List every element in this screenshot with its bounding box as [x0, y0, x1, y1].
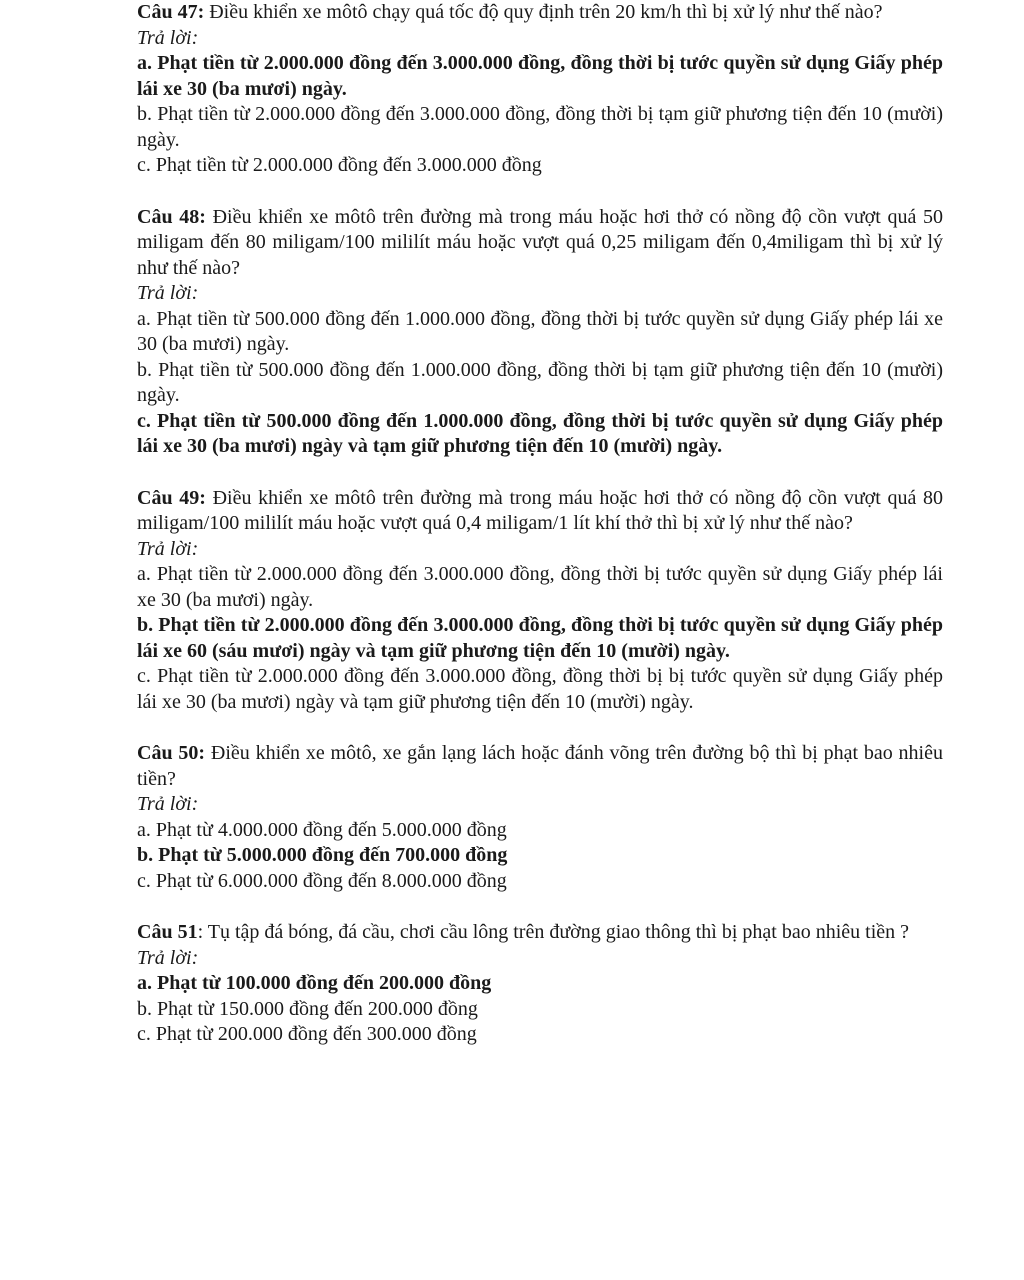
answer-label: Trả lời:: [137, 793, 199, 815]
question-body: Điều khiển xe môtô trên đường mà trong máu hoặc hơi thở có nồng độ cồn vượt quá 50 miligam đến 80 miligam/100 mililít máu hoặc vượt quá 0,25 miligam đến 0,4miligam thì bị xử lý như thế nào?: [137, 205, 943, 279]
question-body: Điều khiển xe môtô, xe gắn lạng lách hoặc đánh võng trên đường bộ thì bị phạt bao nhiêu tiền?: [137, 742, 943, 790]
question-text: [137, 741, 943, 792]
question-block-48: [137, 205, 943, 460]
option-b: b. Phạt từ 5.000.000 đồng đến 700.000 đồng: [137, 844, 508, 866]
option-c: c. Phạt từ 200.000 đồng đến 300.000 đồng: [137, 1023, 477, 1045]
option-b: b. Phạt tiền từ 2.000.000 đồng đến 3.000.000 đồng, đồng thời bị tạm giữ phương tiện đến 10 (mười) ngày.: [137, 103, 943, 151]
document-page: [137, 0, 943, 1074]
option-b: b. Phạt từ 150.000 đồng đến 200.000 đồng: [137, 997, 478, 1020]
question-label: Câu 47:: [137, 1, 205, 23]
question-text: [137, 0, 943, 26]
question-block-49: [137, 486, 943, 716]
option-c: c. Phạt tiền từ 500.000 đồng đến 1.000.000 đồng, đồng thời bị tước quyền sử dụng Giấy phép lái xe 30 (ba mươi) ngày và tạm giữ phương tiện đến 10 (mười) ngày.: [137, 409, 943, 457]
question-label: Câu 51: [137, 921, 198, 943]
answer-label: Trả lời:: [137, 946, 199, 969]
option-a: a. Phạt từ 4.000.000 đồng đến 5.000.000 đồng: [137, 818, 507, 841]
question-body: Điều khiển xe môtô trên đường mà trong máu hoặc hơi thở có nồng độ cồn vượt quá 80 miligam/100 mililít máu hoặc vượt quá 0,4 miligam/1 lít khí thở thì bị xử lý như thế nào?: [137, 486, 943, 534]
option-a: a. Phạt tiền từ 500.000 đồng đến 1.000.000 đồng, đồng thời bị tước quyền sử dụng Giấy phép lái xe 30 (ba mươi) ngày.: [137, 307, 943, 355]
answer-label: Trả lời:: [137, 537, 199, 560]
question-text: [137, 486, 943, 537]
option-b: b. Phạt tiền từ 500.000 đồng đến 1.000.000 đồng, đồng thời bị tạm giữ phương tiện đến 10 (mười) ngày.: [137, 358, 943, 406]
question-text: [137, 205, 943, 282]
option-b: b. Phạt tiền từ 2.000.000 đồng đến 3.000.000 đồng, đồng thời bị tước quyền sử dụng Giấy phép lái xe 60 (sáu mươi) ngày và tạm giữ phương tiện đến 10 (mười) ngày.: [137, 614, 943, 662]
option-c: c. Phạt tiền từ 2.000.000 đồng đến 3.000.000 đồng, đồng thời bị bị tước quyền sử dụng Giấy phép lái xe 30 (ba mươi) ngày và tạm giữ phương tiện đến 10 (mười) ngày.: [137, 665, 943, 713]
question-body: Điều khiển xe môtô chạy quá tốc độ quy định trên 20 km/h thì bị xử lý như thế nào?: [209, 1, 883, 23]
option-c: c. Phạt tiền từ 2.000.000 đồng đến 3.000.000 đồng: [137, 154, 542, 176]
question-block-47: [137, 0, 943, 179]
question-body: : Tụ tập đá bóng, đá cầu, chơi cầu lông trên đường giao thông thì bị phạt bao nhiêu tiền ?: [197, 921, 910, 943]
question-label: Câu 50:: [137, 742, 206, 764]
option-a: a. Phạt tiền từ 2.000.000 đồng đến 3.000.000 đồng, đồng thời bị tước quyền sử dụng Giấy phép lái xe 30 (ba mươi) ngày.: [137, 52, 943, 100]
question-label: Câu 49:: [137, 486, 206, 509]
question-text: [137, 920, 943, 946]
option-a: a. Phạt tiền từ 2.000.000 đồng đến 3.000.000 đồng, đồng thời bị tước quyền sử dụng Giấy phép lái xe 30 (ba mươi) ngày.: [137, 563, 943, 611]
question-block-50: [137, 741, 943, 894]
answer-label: Trả lời:: [137, 26, 199, 49]
option-a: a. Phạt từ 100.000 đồng đến 200.000 đồng: [137, 972, 492, 994]
answer-label: Trả lời:: [137, 282, 199, 304]
question-block-51: [137, 920, 943, 1048]
question-label: Câu 48:: [137, 205, 206, 228]
option-c: c. Phạt từ 6.000.000 đồng đến 8.000.000 đồng: [137, 869, 507, 892]
